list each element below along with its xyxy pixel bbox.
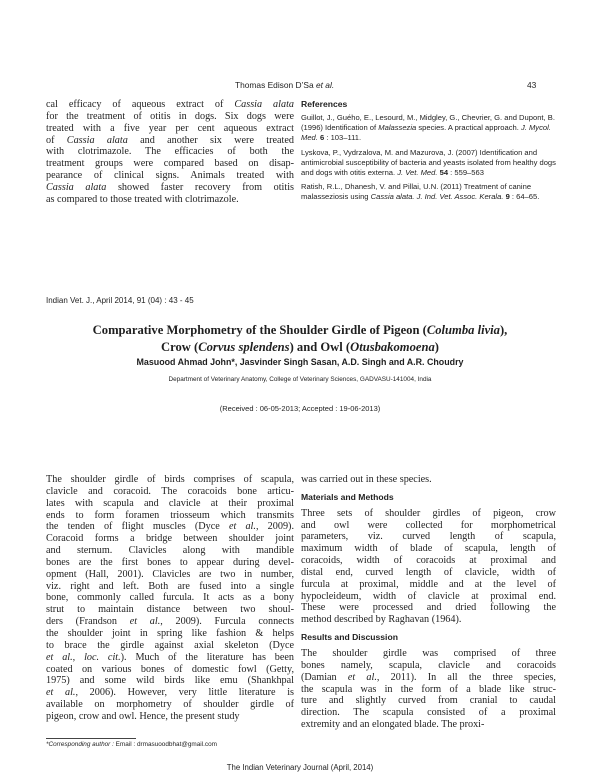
previous-article-text	[46, 99, 294, 206]
received-accepted-dates: (Received : 06-05-2013; Accepted : 19-06-2013)	[219, 404, 381, 413]
article-title: Comparative Morphometry of the Shoulder Girdle of Pigeon (Columba livia), Crow (Corvus splendens) and Owl (Otusbakomoena)	[92, 323, 508, 354]
text-line: et al., 2006). However, very little literature is	[46, 687, 294, 699]
text-line: bone, commonly called furcula. It acts as a bony	[46, 592, 294, 604]
reference-item: Ratish, R.L., Dhanesh, V. and Pillai, U.N. (2011) Treatment of canine malasseziosis using Cassia alata. J. Ind. Vet. Assoc. Kerala. 9 : 64–65.	[301, 182, 540, 202]
reference-item: Guillot, J., Guého, E., Lesourd, M., Midgley, G., Chevrier, G. and Dupont, B. (1996) Identification of Malassezia species. A practical approach. J. Mycol. Med. 6 : 103–111.	[301, 113, 555, 143]
text-line: et al., loc. cit.). Much of the literature has been	[46, 651, 294, 663]
journal-citation: Indian Vet. J., April 2014, 91 (04) : 43 - 45	[46, 296, 194, 305]
text-line: as compared to those treated with clotrimazole.	[46, 193, 239, 205]
text-line: treated with a five year per cent aqueous extract	[46, 122, 294, 134]
references-heading: References	[301, 99, 348, 109]
running-head	[0, 80, 600, 94]
author-list: Masuood Ahmad John*, Jasvinder Singh Sasan, A.D. Singh and A.R. Choudry	[136, 357, 464, 367]
text-line: treatment groups were compared based on disap-	[46, 158, 294, 170]
text-line: These were processed and dried following the	[301, 602, 556, 614]
text-line: ture and slightly curved from cranial to caudal	[301, 695, 556, 707]
reference-item: Lyskova, P., Vydrzalova, M. and Mazurova, J. (2007) Identification and antimicrobial susceptibility of bacteria and yeasts isolated from healthy dogs and dogs with otitis externa. J. Vet. Med. 54 : 559–563	[301, 147, 556, 178]
text-line: and owl were collected for morphometrical	[301, 519, 556, 531]
text-line: with clotrimazole. The efficacies of both the	[46, 146, 294, 158]
text-line: 1975) and some wild birds like emu (Shankhpal	[46, 675, 294, 687]
text-line: and sternum. Clavicles along with mandible	[46, 545, 294, 557]
methods-heading: Materials and Methods	[301, 491, 394, 502]
text-line: of Cassia alata and another six were treated	[46, 134, 294, 146]
text-line: distal end, curved length of clavicle, width of	[301, 566, 556, 578]
results-heading: Results and Discussion	[301, 632, 398, 643]
text-line: pigeon, crow and owl. Hence, the present study	[46, 710, 240, 722]
page-number: 43	[527, 80, 537, 90]
text-line: extremity and an elongated blade. The proxi-	[301, 719, 485, 731]
text-line: method described by Raghavan (1964).	[301, 614, 462, 626]
text-line: to brace the girdle against axial skeleton (Dyce	[46, 639, 294, 651]
text-line: the shoulder joint in spring like fashion & helps	[46, 627, 294, 639]
text-line: Three sets of shoulder girdles of pigeon, crow	[301, 507, 556, 519]
reference-list	[301, 113, 556, 203]
text-line: lates with scapula and clavicle at their proximal	[46, 497, 294, 509]
footnote-divider	[46, 738, 136, 739]
text-line: bones namely, scapula, clavicle and coracoids	[301, 659, 556, 671]
affiliation: Department of Veterinary Anatomy, College of Veterinary Sciences, GADVASU-141004, India	[168, 376, 432, 383]
text-line: ders (Frandson et al., 2009). Furcula connects	[46, 616, 294, 628]
corresponding-author-footnote: *Corresponding author : Email : drmasuoodbhat@gmail.com	[46, 741, 217, 748]
introduction-continuation: was carried out in these species.	[301, 474, 432, 485]
text-line: clavicle and coracoid. The coracoids bone articu-	[46, 485, 294, 497]
running-head-author: Thomas Edison D’Sa et al.	[235, 80, 335, 90]
text-line: strut to maintain distance between two shoul-	[46, 604, 294, 616]
text-line: viz. right and left. Both are fused into a single	[46, 580, 294, 592]
text-line: cal efficacy of aqueous extract of Cassia alata	[46, 99, 294, 110]
results-text	[301, 648, 556, 731]
text-line: The shoulder girdle of birds comprises of scapula,	[46, 474, 294, 485]
text-line: the tenden of flight muscles (Dyce et al., 2009).	[46, 521, 294, 533]
references-section	[301, 99, 556, 207]
text-line: Cassia alata showed faster recovery from otitis	[46, 181, 294, 193]
text-line: hypocleideum, width of clavicle at proximal end.	[301, 590, 556, 602]
text-line: parameters, viz. curved length of scapula,	[301, 531, 556, 543]
introduction-text	[46, 474, 294, 723]
text-line: (Damian et al., 2011). In all the three species,	[301, 671, 556, 683]
methods-text	[301, 508, 556, 626]
text-line: coracoids, width of coracoids at proximal and	[301, 555, 556, 567]
text-line: coated on various bones of domestic fowl (Getty,	[46, 663, 294, 675]
text-line: furcula at proximal, middle and at the level of	[301, 578, 556, 590]
text-line: The shoulder girdle was comprised of three	[301, 647, 556, 659]
text-line: pearance of clinical signs. Animals treated with	[46, 170, 294, 182]
text-line: maximum width of blade of scapula, length of	[301, 543, 556, 555]
text-line: available on morphometry of shoulder girdle of	[46, 699, 294, 711]
text-line: bones are the first bones to appear during devel-	[46, 556, 294, 568]
text-line: ends to form foramen triosseum which transmits	[46, 509, 294, 521]
right-column	[301, 474, 556, 731]
text-line: direction. The scapula consisted of a proximal	[301, 707, 556, 719]
text-line: opment (Hall, 2001). Clavicles are two in number,	[46, 568, 294, 580]
text-line: the scapula was in the form of a blade like struc-	[301, 683, 556, 695]
text-line: Coracoid forms a bridge between shoulder joint	[46, 533, 294, 545]
page-footer: The Indian Veterinary Journal (April, 2014)	[226, 763, 374, 772]
text-line: for the treatment of otitis in dogs. Six dogs were	[46, 110, 294, 122]
